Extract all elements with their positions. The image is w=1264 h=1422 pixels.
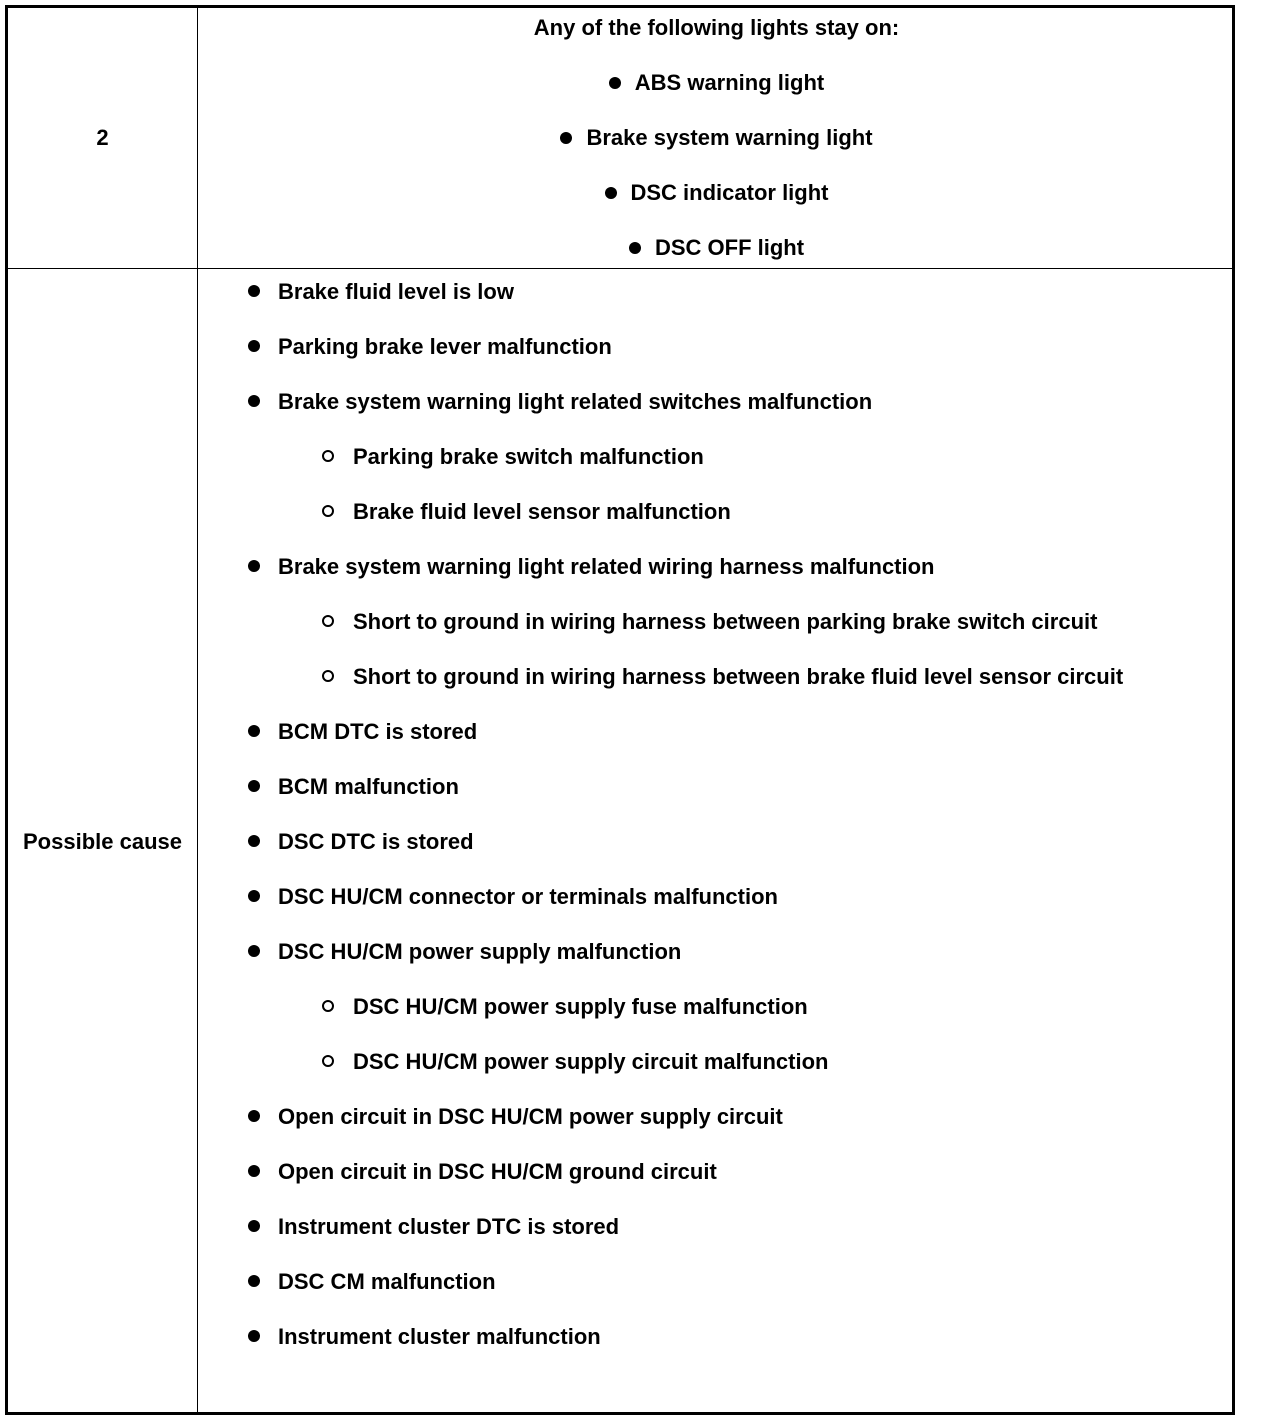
list-item bbox=[198, 277, 1228, 307]
bullet-icon bbox=[248, 1110, 260, 1122]
list-item bbox=[198, 1322, 1228, 1352]
cause-text: Brake system warning light related switches malfunction bbox=[278, 389, 873, 414]
list-item bbox=[198, 332, 1228, 362]
cause-text: Instrument cluster DTC is stored bbox=[278, 1214, 620, 1239]
list-item bbox=[198, 180, 1235, 235]
bullet-icon bbox=[248, 1220, 260, 1232]
list-item bbox=[198, 552, 1228, 582]
cause-text: DSC HU/CM power supply circuit malfunction bbox=[353, 1049, 829, 1074]
bullet-icon bbox=[605, 187, 617, 199]
bullet-icon bbox=[248, 340, 260, 352]
cause-text: DSC HU/CM power supply malfunction bbox=[278, 939, 682, 964]
light-label: ABS warning light bbox=[634, 70, 825, 95]
cause-text: DSC HU/CM power supply fuse malfunction bbox=[353, 994, 808, 1019]
bullet-icon bbox=[609, 77, 621, 89]
light-label: DSC OFF light bbox=[654, 235, 805, 260]
bullet-icon bbox=[248, 1275, 260, 1287]
list-item bbox=[198, 827, 1228, 857]
list-item bbox=[198, 937, 1228, 967]
bullet-icon bbox=[560, 132, 572, 144]
list-item bbox=[198, 497, 1228, 527]
bullet-icon bbox=[248, 285, 260, 297]
bullet-icon bbox=[248, 780, 260, 792]
list-item bbox=[198, 717, 1228, 747]
bullet-icon bbox=[248, 835, 260, 847]
cause-text: DSC CM malfunction bbox=[278, 1269, 496, 1294]
bullet-icon bbox=[248, 945, 260, 957]
warning-lights-list bbox=[198, 70, 1235, 290]
cause-text: Parking brake switch malfunction bbox=[353, 444, 704, 469]
hollow-bullet-icon bbox=[322, 1000, 334, 1012]
cause-text: BCM DTC is stored bbox=[278, 719, 478, 744]
list-item bbox=[198, 1267, 1228, 1297]
cause-text: Instrument cluster malfunction bbox=[278, 1324, 601, 1349]
hollow-bullet-icon bbox=[322, 1055, 334, 1067]
list-item bbox=[198, 387, 1228, 417]
cause-text: Short to ground in wiring harness between parking brake switch circuit bbox=[353, 609, 1098, 634]
cause-text: Brake fluid level is low bbox=[278, 279, 514, 304]
list-item bbox=[198, 125, 1235, 180]
possible-cause-label: Possible cause bbox=[23, 829, 182, 854]
list-item bbox=[198, 70, 1235, 125]
bullet-icon bbox=[248, 725, 260, 737]
cause-text: Parking brake lever malfunction bbox=[278, 334, 612, 359]
list-item bbox=[198, 1157, 1228, 1187]
cause-text: Open circuit in DSC HU/CM ground circuit bbox=[278, 1159, 717, 1184]
cause-text: Open circuit in DSC HU/CM power supply circuit bbox=[278, 1104, 783, 1129]
list-item bbox=[198, 442, 1228, 472]
hollow-bullet-icon bbox=[322, 615, 334, 627]
bullet-icon bbox=[248, 1330, 260, 1342]
bullet-icon bbox=[248, 1165, 260, 1177]
light-label: DSC indicator light bbox=[630, 180, 829, 205]
cause-text: Brake system warning light related wiring harness malfunction bbox=[278, 554, 935, 579]
list-item bbox=[198, 992, 1228, 1022]
list-item bbox=[198, 1212, 1228, 1242]
cause-text: Brake fluid level sensor malfunction bbox=[353, 499, 731, 524]
bullet-icon bbox=[248, 560, 260, 572]
light-label: Brake system warning light bbox=[586, 125, 873, 150]
list-item bbox=[198, 1047, 1228, 1077]
list-item bbox=[198, 772, 1228, 802]
bullet-icon bbox=[248, 890, 260, 902]
list-item bbox=[198, 882, 1228, 912]
list-item bbox=[198, 1102, 1228, 1132]
list-item bbox=[198, 662, 1228, 692]
step-number: 2 bbox=[96, 125, 109, 150]
cause-text: DSC HU/CM connector or terminals malfunction bbox=[278, 884, 778, 909]
hollow-bullet-icon bbox=[322, 505, 334, 517]
symptom-title: Any of the following lights stay on: bbox=[533, 15, 900, 40]
bullet-icon bbox=[248, 395, 260, 407]
hollow-bullet-icon bbox=[322, 450, 334, 462]
cause-text: Short to ground in wiring harness between brake fluid level sensor circuit bbox=[353, 664, 1124, 689]
list-item bbox=[198, 607, 1228, 637]
possible-cause-list bbox=[198, 277, 1228, 1377]
cause-text: BCM malfunction bbox=[278, 774, 459, 799]
cause-text: DSC DTC is stored bbox=[278, 829, 474, 854]
hollow-bullet-icon bbox=[322, 670, 334, 682]
bullet-icon bbox=[629, 242, 641, 254]
